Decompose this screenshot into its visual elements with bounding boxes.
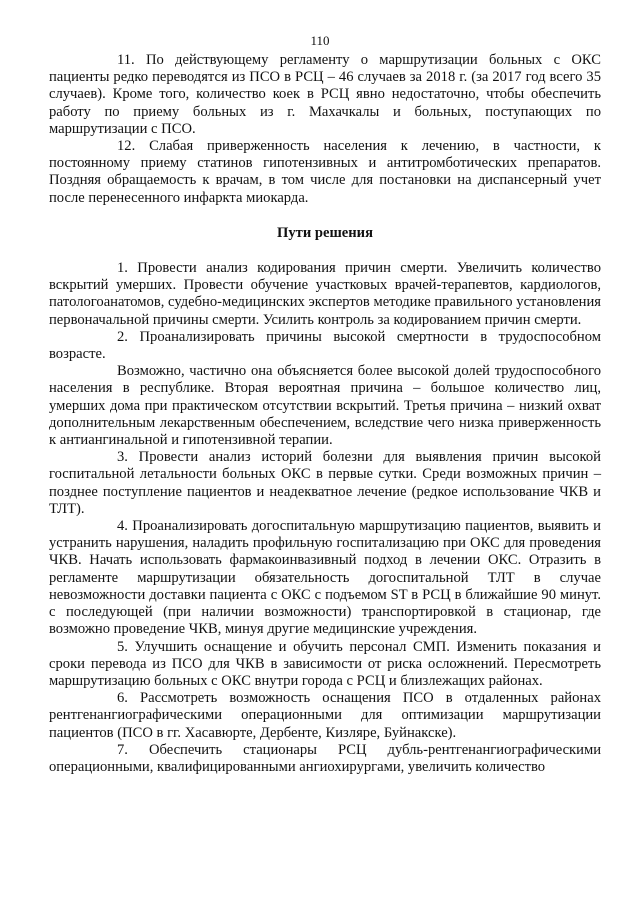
paragraph-item-11: 11. По действующему регламенту о маршрутизации больных с ОКС пациенты редко переводятся из ПСО в РСЦ – 46 случаев за 2018 г. (за 2017 год всего 35 случаев). Кроме того, количество коек в РСЦ явно недостаточно, чтобы обеспечить работу по приему больных из г. Махачкалы и больных, поступающих по маршрутизации с ПСО. bbox=[49, 52, 601, 137]
solution-item-7: 7. Обеспечить стационары РСЦ дубль-рентгенангиографическими операционными, квалифицированными ангиохирургами, увеличить количество bbox=[49, 741, 601, 775]
section-heading: Пути решения bbox=[277, 224, 373, 241]
page-number: 110 bbox=[310, 33, 330, 48]
page-content bbox=[49, 52, 601, 776]
solution-item-6: 6. Рассмотреть возможность оснащения ПСО в отдаленных районах рентгенангиографическими операционными для оптимизации маршрутизации пациентов (ПСО в гг. Хасавюрте, Дербенте, Кизляре, Буйнакске). bbox=[49, 690, 601, 741]
solution-item-3: 3. Провести анализ историй болезни для выявления причин высокой госпитальной летальности больных ОКС в первые сутки. Среди возможных причин – позднее поступление пациентов и неадекватное лечение (редкое использование ЧКВ и ТЛТ). bbox=[49, 449, 601, 517]
solution-item-2: 2. Проанализировать причины высокой смертности в трудоспособном возрасте. bbox=[49, 328, 601, 363]
paragraph-item-12: 12. Слабая приверженность населения к лечению, в частности, к постоянному приему статинов гипотензивных и антитромботических препаратов. Поздняя обращаемость к врачам, в том числе для постановки на диспансерный учет после перенесенного инфаркта миокарда. bbox=[49, 138, 601, 206]
solution-item-5: 5. Улучшить оснащение и обучить персонал СМП. Изменить показания и сроки перевода из ПСО для ЧКВ в зависимости от риска осложнений. Пересмотреть маршрутизацию больных с ОКС внутри города с РСЦ и близлежащих районах. bbox=[49, 638, 601, 689]
solution-item-2-explanation: Возможно, частично она объясняется более высокой долей трудоспособного населения в республике. Вторая вероятная причина – большое количество лиц, умерших дома при практическом отсутствии вскрытий. Третья причина – низкий охват дополнительным лекарственным обеспечением, вследствие чего низка приверженность к антиангинальной и гипотензивной терапии. bbox=[49, 363, 601, 449]
solution-item-4: 4. Проанализировать догоспитальную маршрутизацию пациентов, выявить и устранить нарушения, наладить профильную госпитализацию при ОКС для проведения ЧКВ. Начать использовать фармакоинвазивный подход в лечении ОКС. Отразить в регламенте маршрутизации обязательность догоспитальной ТЛТ в случае невозможности доставки пациента с ОКС с подъемом ST в РСЦ в ближайшие 90 минут. с последующей (при наличии возможности) транспортировкой в стационар, где возможно проведение ЧКВ, минуя другие медицинские учреждения. bbox=[49, 518, 601, 638]
solution-item-1: 1. Провести анализ кодирования причин смерти. Увеличить количество вскрытий умерших. Провести обучение участковых врачей-терапевтов, кардиологов, патологоанатомов, судебно-медицинских экспертов методике правильного установления первоначальной причины смерти. Усилить контроль за кодированием причин смерти. bbox=[49, 260, 601, 328]
